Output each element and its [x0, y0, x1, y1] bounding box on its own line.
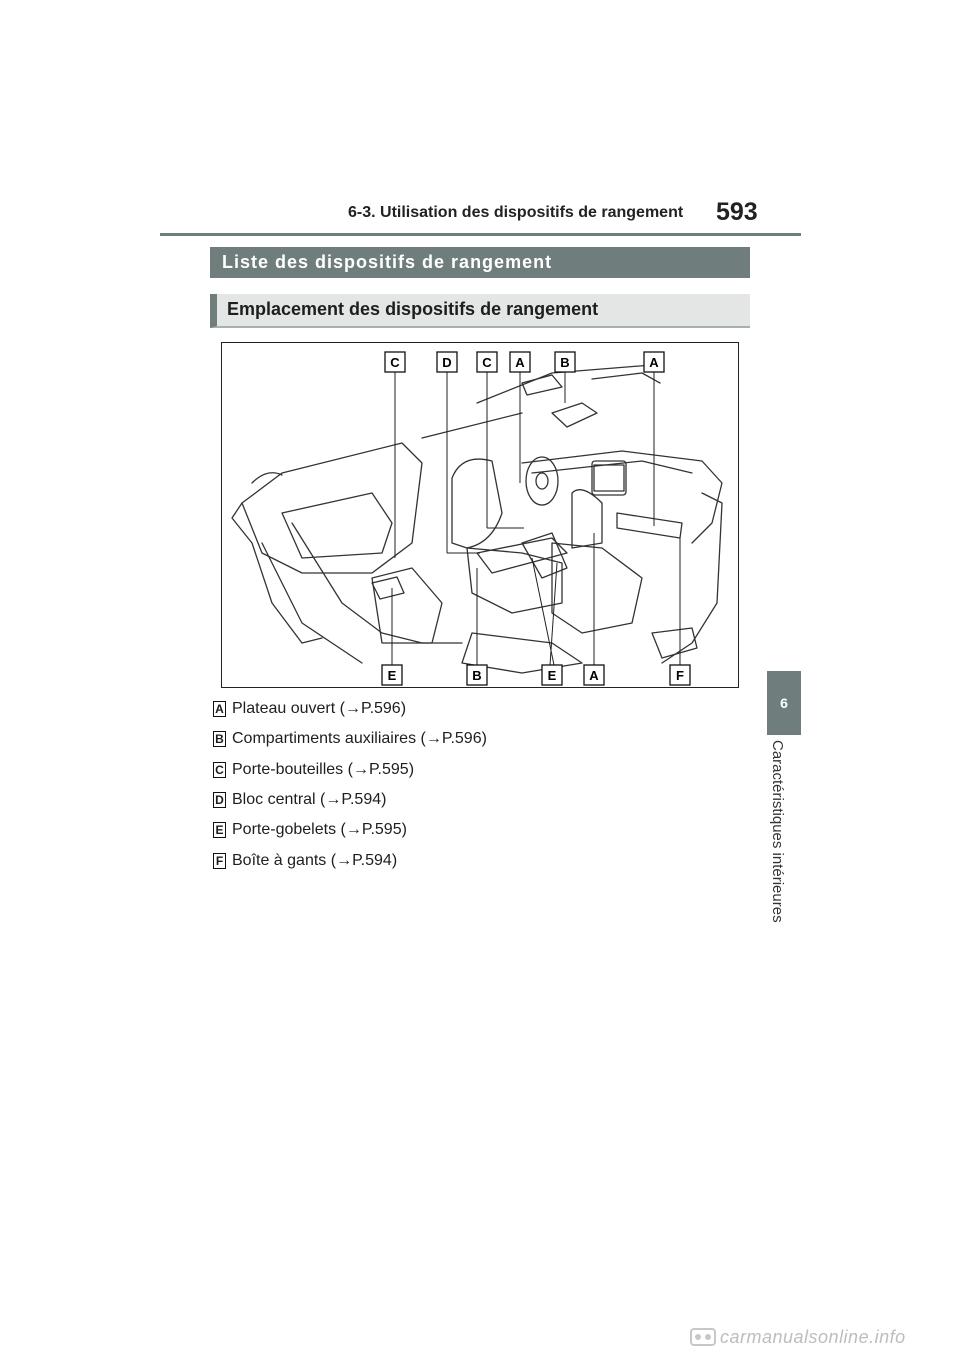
- legend-text-e: Porte-gobelets (→P.595): [232, 821, 407, 838]
- legend-item-b: [213, 729, 487, 749]
- car-interior-figure: [221, 342, 739, 688]
- callout-bottom-f: [670, 665, 690, 685]
- legend-text-f: Boîte à gants (→P.594): [232, 852, 398, 869]
- callout-bottom-e2-label: E: [547, 668, 557, 683]
- legend-badge-b: B: [213, 731, 226, 747]
- legend-badge-d: D: [213, 792, 226, 808]
- callout-top-a1: [510, 352, 530, 372]
- legend-badge-e: E: [213, 822, 226, 838]
- callout-top-c1-label: C: [390, 355, 400, 370]
- callout-top-b: [555, 352, 575, 372]
- legend-item-f: [213, 851, 397, 871]
- callout-top-c2: [477, 352, 497, 372]
- watermark-logo-icon: [690, 1326, 716, 1348]
- legend-item-d: [213, 790, 386, 810]
- callout-bottom-f-label: F: [676, 668, 684, 683]
- callout-top-a2: [644, 352, 664, 372]
- subsection-banner: Emplacement des dispositifs de rangement: [210, 294, 750, 328]
- legend-item-e: [213, 820, 407, 840]
- legend-text-b: Compartiments auxiliaires (→P.596): [232, 730, 487, 747]
- header-section-title: 6-3. Utilisation des dispositifs de rangement: [348, 204, 684, 221]
- car-interior-illustration: [222, 343, 738, 687]
- legend-text-a: Plateau ouvert (→P.596): [232, 700, 407, 717]
- callout-top-c2-label: C: [482, 355, 492, 370]
- callout-top-a1-label: A: [515, 355, 525, 370]
- callout-bottom-e2: [542, 665, 562, 685]
- page-number: 593: [716, 198, 758, 226]
- chapter-tab[interactable]: [767, 671, 801, 735]
- callout-bottom-b-label: B: [472, 668, 482, 683]
- legend-text-d: Bloc central (→P.594): [232, 791, 387, 808]
- callout-top-d: [437, 352, 457, 372]
- legend-badge-f: F: [213, 853, 226, 869]
- legend-item-c: [213, 760, 414, 780]
- callout-top-a2-label: A: [649, 355, 659, 370]
- callout-top-b-label: B: [560, 355, 570, 370]
- callout-bottom-e1-label: E: [387, 668, 397, 683]
- legend-text-c: Porte-bouteilles (→P.595): [232, 761, 415, 778]
- header-rule: [160, 233, 801, 236]
- legend-badge-a: A: [213, 701, 226, 717]
- watermark-text[interactable]: carmanualsonline.info: [720, 1327, 906, 1347]
- legend-item-a: [213, 699, 406, 719]
- callout-bottom-a-label: A: [589, 668, 599, 683]
- callout-bottom-e1: [382, 665, 402, 685]
- callout-top-d-label: D: [442, 355, 452, 370]
- callout-top-c1: [385, 352, 405, 372]
- section-banner: Liste des dispositifs de rangement: [210, 247, 750, 278]
- chapter-side-label: Caractéristiques intérieures: [769, 740, 786, 923]
- legend-badge-c: C: [213, 762, 226, 778]
- callout-bottom-b: [467, 665, 487, 685]
- chapter-tab-number: 6: [780, 695, 788, 711]
- callout-bottom-a: [584, 665, 604, 685]
